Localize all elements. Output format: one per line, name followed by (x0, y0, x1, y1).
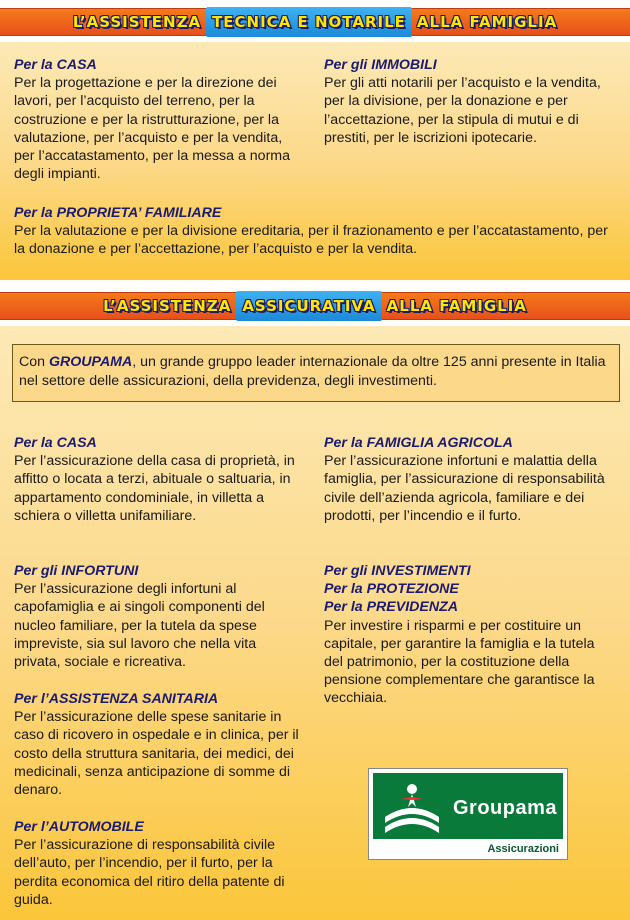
block-casa-assic (14, 434, 304, 525)
block-infortuni (14, 562, 304, 671)
heading: Per la CASA (14, 435, 97, 451)
banner-text-pre: L’ASSISTENZA (72, 13, 202, 31)
logo-green-field (373, 773, 563, 839)
paragraph: Per l’assicurazione della casa di proprietà, in affitto o locata a terzi, abituale o saltuaria, in appartamento condominiale, in villetta a schiera o villetta unifamiliare. (14, 453, 295, 524)
banner-text-pre: L’ASSISTENZA (103, 297, 232, 315)
block-sanitaria (14, 690, 304, 799)
paragraph: Per l’assicurazione di responsabilità civile dell’auto, per l’incendio, per il furto, per la perdita economica del ritiro della patente di guida. (14, 837, 285, 908)
intro-box (12, 344, 620, 402)
paragraph: Per l’assicurazione infortuni e malattia della famiglia, per l’assicurazione di responsabilità civile dell’azienda agricola, familiare e dei prodotti, per l’incendio e il furto. (324, 453, 605, 524)
heading: Per la PROPRIETA’ FAMILIARE (14, 205, 222, 221)
block-investimenti (324, 562, 614, 708)
heading: Per l’AUTOMOBILE (14, 819, 144, 835)
heading: Per la CASA (14, 57, 97, 73)
heading: Per gli INFORTUNI (14, 563, 139, 579)
paragraph: Per gli atti notarili per l’acquisto e la vendita, per la divisione, per la donazione e per l’accettazione, per la stipula di mutui e di prestiti, per le iscrizioni ipotecarie. (324, 75, 601, 146)
heading: Per la FAMIGLIA AGRICOLA (324, 435, 513, 451)
paragraph: Per la progettazione e per la direzione dei lavori, per l’acquisto del terreno, per la costruzione e per la ristrutturazione, per la valutazione, per l’acquisto e per la vendita, per l’accatastamento, per la messa a norma degli impianti. (14, 75, 290, 183)
banner-text-highlight: TECNICA E NOTARILE (206, 7, 412, 37)
heading-previdenza: Per la PREVIDENZA (324, 599, 459, 616)
paragraph: Per l’assicurazione delle spese sanitarie in caso di ricovero in ospedale e in clinica, per il costo della struttura sanitaria, dei medici, dei medicinali, senza anticipazione di somme di denaro. (14, 709, 299, 799)
block-automobile (14, 818, 304, 909)
block-agricola (324, 434, 614, 525)
paragraph: Per la valutazione e per la divisione ereditaria, per il frazionamento e per l’accatastamento, per la donazione e per l’accettazione, per l’acquisto e per la vendita. (14, 223, 608, 258)
banner-text-post: ALLA FAMIGLIA (416, 13, 558, 31)
paragraph: Per l’assicurazione degli infortuni al capofamiglia e ai singoli componenti del nucleo familiare, per la tutela da spese impreviste, sia sul lavoro che nella vita privata, sociale e ricreativa. (14, 581, 265, 671)
intro-brand: GROUPAMA (48, 354, 133, 370)
logo-subtitle: Assicurazioni (487, 843, 559, 855)
banner-text-post: ALLA FAMIGLIA (386, 297, 527, 315)
heading-protezione: Per la PROTEZIONE (324, 581, 459, 598)
block-proprieta (14, 204, 614, 259)
banner-assicurativa (0, 292, 630, 320)
heading: Per gli IMMOBILI (324, 57, 437, 73)
heading-investimenti: Per gli INVESTIMENTI (324, 563, 471, 579)
block-immobili (324, 56, 614, 147)
intro-prefix: Con (19, 354, 49, 370)
heading: Per l’ASSISTENZA SANITARIA (14, 691, 219, 707)
intro-text: , un grande gruppo leader internazionale da oltre 125 anni presente in Italia nel settore delle assicurazioni, della previdenza, degli investimenti. (19, 354, 606, 389)
groupama-logo (368, 768, 568, 860)
banner-notarile (0, 8, 630, 36)
logo-name: Groupama (453, 797, 558, 819)
logo-emblem-icon (377, 773, 447, 839)
block-casa-tecnica (14, 56, 302, 183)
banner-text-highlight: ASSICURATIVA (236, 291, 381, 321)
paragraph: Per investire i risparmi e per costituire un capitale, per garantire la famiglia e la tutela del patrimonio, per la costituzione della pensione complementare che garantisce la vecchiaia. (324, 617, 595, 707)
